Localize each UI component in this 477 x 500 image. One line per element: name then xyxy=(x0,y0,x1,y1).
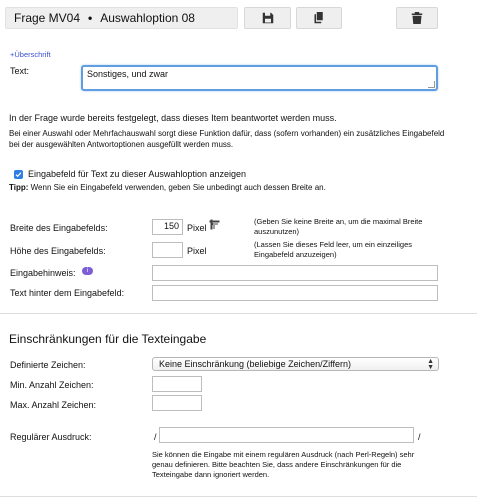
required-detail-2: bei der ausgewählten Antwortoptionen ausgefüllt werden muss. xyxy=(9,140,234,149)
chars-select-value: Keine Einschränkung (beliebige Zeichen/Ziffern) xyxy=(159,359,351,369)
height-label: Höhe des Eingabefelds: xyxy=(10,246,106,256)
tip-body: Wenn Sie ein Eingabefeld verwenden, geben Sie unbedingt auch dessen Breite an. xyxy=(30,183,326,192)
save-icon xyxy=(262,12,274,24)
width-unit: Pixel xyxy=(187,223,207,233)
info-icon[interactable]: i xyxy=(82,267,93,275)
width-label: Breite des Eingabefelds: xyxy=(10,223,108,233)
copy-icon xyxy=(313,12,325,24)
regex-slash-open: / xyxy=(154,432,157,442)
regex-note-1: Sie können die Eingabe mit einem regulären Ausdruck (nach Perl-Regeln) sehr xyxy=(152,450,415,459)
tip-prefix: Tipp: xyxy=(9,183,29,192)
bottom-divider xyxy=(0,496,477,497)
regex-slash-close: / xyxy=(418,432,421,442)
hint-label: Eingabehinweis: xyxy=(10,268,76,278)
max-chars-input[interactable] xyxy=(152,395,202,411)
checkmark-icon xyxy=(15,171,22,178)
delete-button[interactable] xyxy=(396,7,438,29)
trash-icon xyxy=(411,12,423,24)
copy-button[interactable] xyxy=(296,7,342,29)
height-note-2: Eingabefeld anzuzeigen) xyxy=(254,250,337,259)
required-notice: In der Frage wurde bereits festgelegt, dass dieses Item beantwortet werden muss. xyxy=(9,113,337,123)
required-detail-1: Bei einer Auswahl oder Mehrfachauswahl sorgt diese Funktion dafür, dass (sofern vorhanden) ein zusätzliches Eingabefeld xyxy=(9,129,445,138)
restrictions-heading: Einschränkungen für die Texteingabe xyxy=(9,332,207,346)
section-divider xyxy=(0,313,477,314)
title-separator: • xyxy=(88,11,93,25)
text-textarea-value: Sonstiges, und zwar xyxy=(87,69,169,79)
width-note-1: (Geben Sie keine Breite an, um die maximal Breite xyxy=(254,217,423,226)
height-note-1: (Lassen Sie dieses Feld leer, um ein einzeiliges xyxy=(254,240,413,249)
min-chars-label: Min. Anzahl Zeichen: xyxy=(10,380,94,390)
item-title xyxy=(5,7,238,29)
regex-note-3: Texteingabe dann ignoriert werden. xyxy=(152,470,270,479)
regex-label: Regulärer Ausdruck: xyxy=(10,432,92,442)
select-arrows-icon: ▲ ▼ xyxy=(427,358,434,371)
show-input-label: Eingabefeld für Text zu dieser Auswahloption anzeigen xyxy=(28,169,246,179)
min-chars-input[interactable] xyxy=(152,376,202,392)
show-input-checkbox[interactable] xyxy=(14,170,23,179)
tip-text xyxy=(9,182,326,193)
chars-label: Definierte Zeichen: xyxy=(10,360,86,370)
text-label: Text: xyxy=(10,66,30,76)
ruler-icon[interactable] xyxy=(209,219,221,231)
width-input[interactable]: 150 xyxy=(152,219,183,235)
height-unit: Pixel xyxy=(187,246,207,256)
text-textarea[interactable] xyxy=(81,65,438,91)
height-input[interactable] xyxy=(152,242,183,258)
after-text-label: Text hinter dem Eingabefeld: xyxy=(10,288,125,298)
add-heading-link[interactable]: +Überschrift xyxy=(10,50,51,59)
after-text-input[interactable] xyxy=(152,285,438,301)
width-note-2: auszunutzen) xyxy=(254,227,300,236)
regex-input[interactable] xyxy=(159,427,414,443)
save-button[interactable] xyxy=(244,7,291,29)
option-name: Auswahloption 08 xyxy=(100,11,195,25)
max-chars-label: Max. Anzahl Zeichen: xyxy=(10,400,97,410)
chars-select[interactable] xyxy=(152,357,439,371)
question-id: Frage MV04 xyxy=(14,11,81,25)
hint-input[interactable] xyxy=(152,265,438,281)
regex-note-2: genau definieren. Bitte beachten Sie, dass andere Einschränkungen für die xyxy=(152,460,402,469)
resize-grip-icon[interactable] xyxy=(428,81,435,88)
